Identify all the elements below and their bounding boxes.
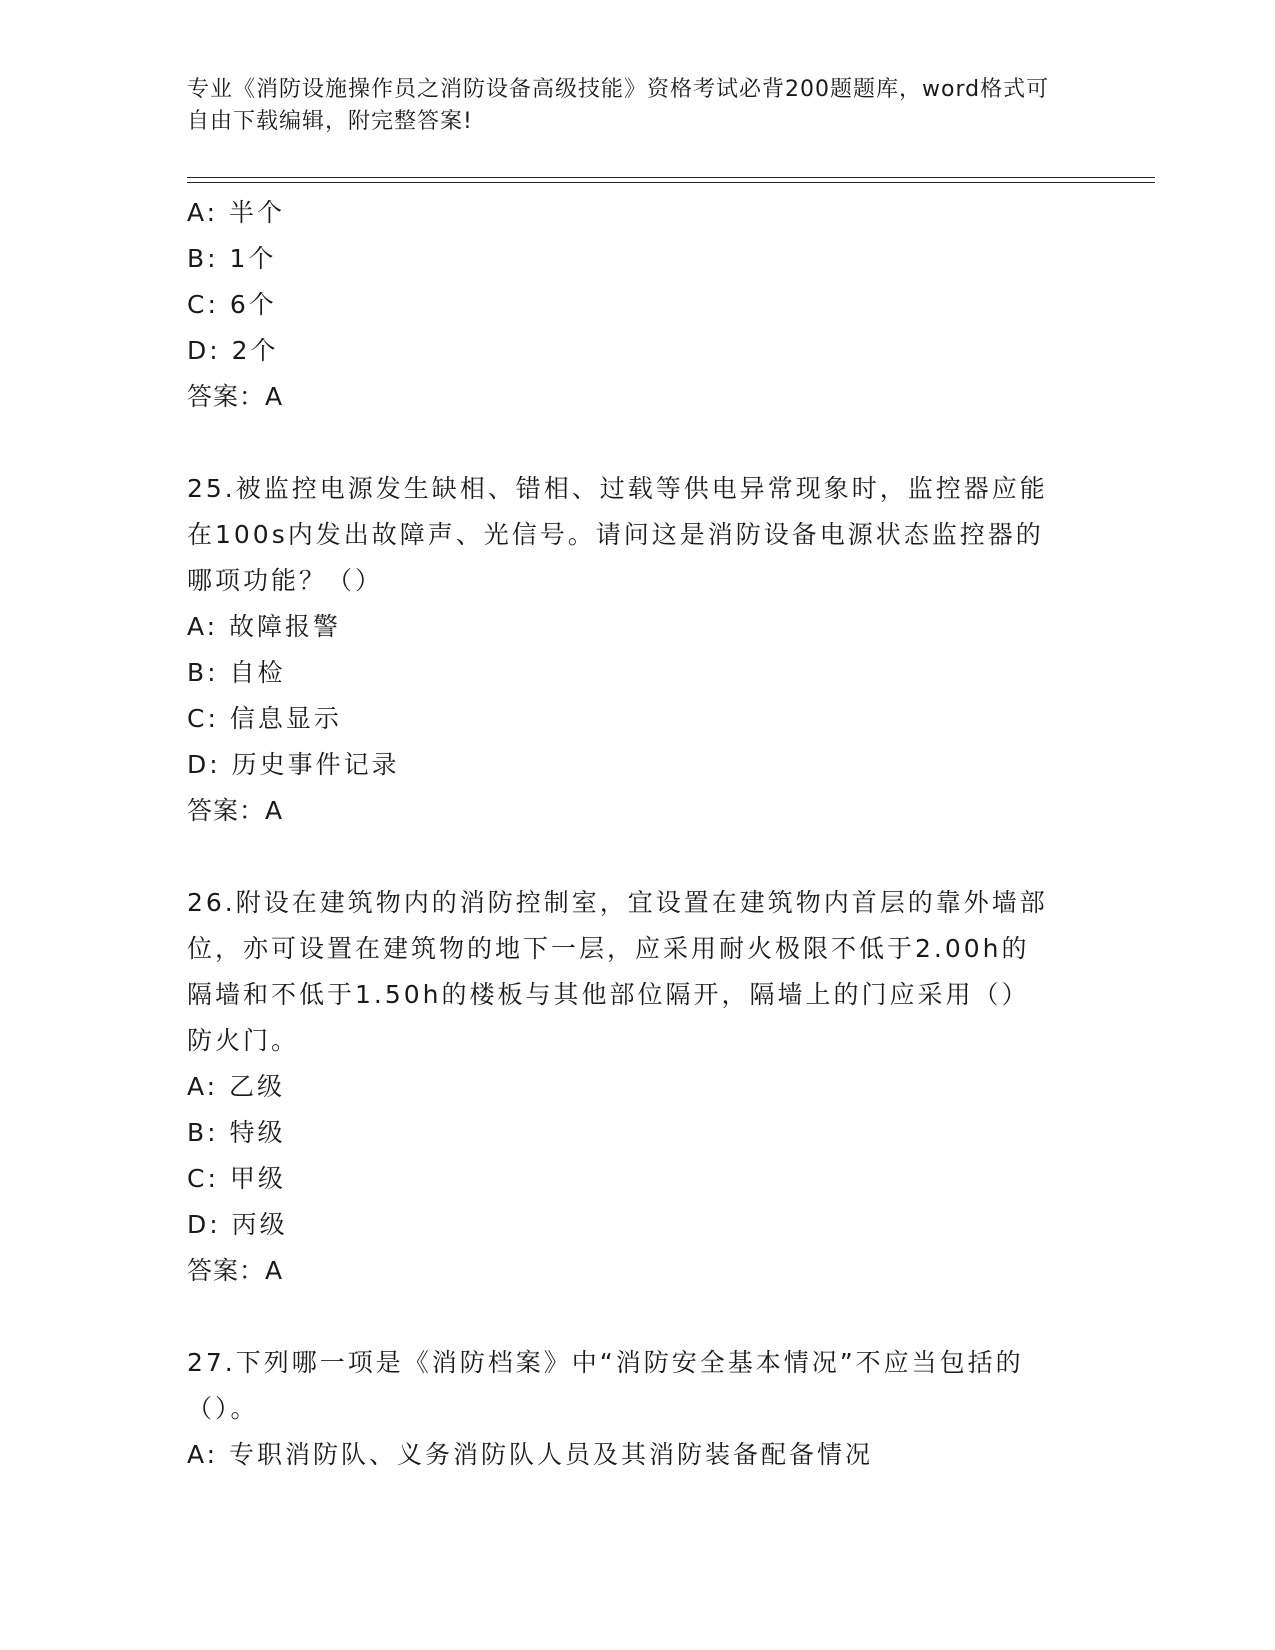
answer-line: 答案：A (187, 796, 284, 825)
question-stem-line: （）。 (187, 1394, 259, 1423)
header-divider-bottom (187, 182, 1155, 183)
option-c: C: 甲级 (187, 1164, 286, 1193)
question-stem-line: 位，亦可设置在建筑物的地下一层，应采用耐火极限不低于2.00h的 (187, 934, 1030, 963)
question-stem-line: 27.下列哪一项是《消防档案》中“消防安全基本情况”不应当包括的 (187, 1348, 1024, 1377)
option-a: A: 乙级 (187, 1072, 286, 1101)
option-b: B: 自检 (187, 658, 286, 687)
question-stem-line: 25.被监控电源发生缺相、错相、过载等供电异常现象时，监控器应能 (187, 474, 1048, 503)
question-24 (187, 190, 1077, 420)
question-stem-line: 防火门。 (187, 1026, 300, 1055)
spacer (187, 1294, 1077, 1340)
header-divider-top (187, 177, 1155, 178)
option-b: B: 特级 (187, 1118, 286, 1147)
question-stem-line: 26.附设在建筑物内的消防控制室，宜设置在建筑物内首层的靠外墙部 (187, 888, 1048, 917)
spacer (187, 420, 1077, 466)
option-d: D: 2个 (187, 336, 279, 365)
header-text: 专业《消防设施操作员之消防设备高级技能》资格考试必背200题题库，word格式可自由下载编辑，附完整答案! (187, 77, 1050, 134)
question-25 (187, 466, 1077, 834)
option-b: B: 1个 (187, 244, 277, 273)
question-stem-line: 哪项功能？（） (187, 566, 384, 595)
option-c: C: 信息显示 (187, 704, 342, 733)
option-d: D: 历史事件记录 (187, 750, 400, 779)
question-26 (187, 880, 1077, 1294)
answer-line: 答案：A (187, 382, 284, 411)
answer-line: 答案：A (187, 1256, 284, 1285)
option-a: A: 半个 (187, 198, 286, 227)
document-header (187, 74, 1067, 138)
option-d: D: 丙级 (187, 1210, 288, 1239)
document-body (187, 190, 1077, 1478)
option-a: A: 故障报警 (187, 612, 342, 641)
question-27 (187, 1340, 1077, 1478)
option-a: A: 专职消防队、义务消防队人员及其消防装备配备情况 (187, 1440, 874, 1469)
question-stem-line: 隔墙和不低于1.50h的楼板与其他部位隔开，隔墙上的门应采用（） (187, 980, 1030, 1009)
option-c: C: 6个 (187, 290, 277, 319)
question-stem-line: 在100s内发出故障声、光信号。请问这是消防设备电源状态监控器的 (187, 520, 1044, 549)
spacer (187, 834, 1077, 880)
